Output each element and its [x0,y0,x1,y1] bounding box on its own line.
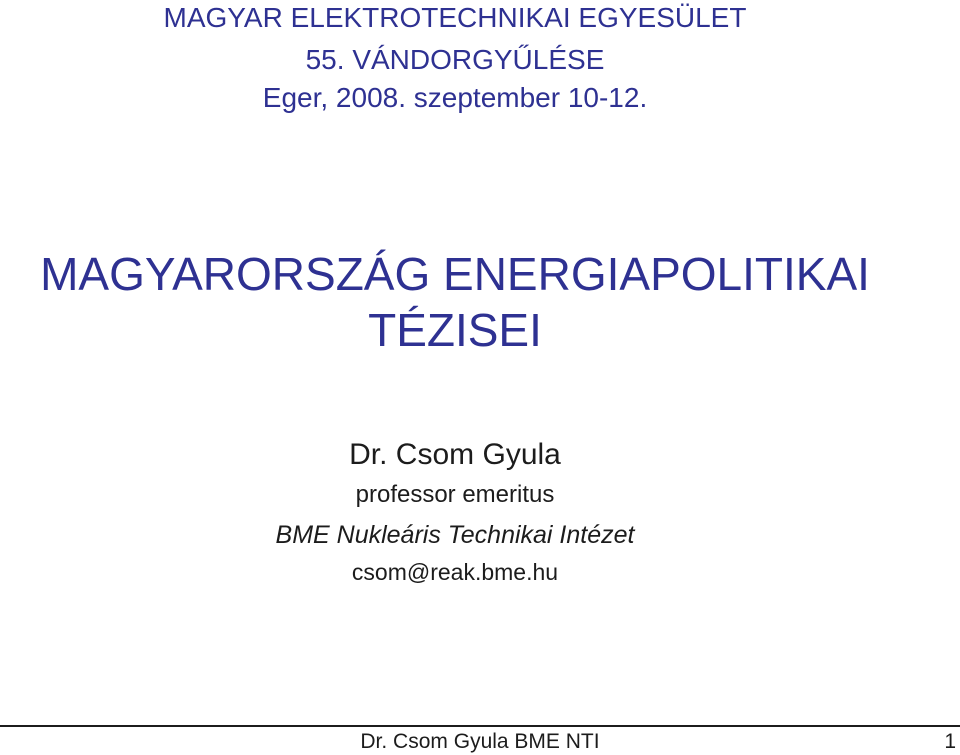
author-email: csom@reak.bme.hu [351,559,559,585]
organization-name: MAGYAR ELEKTROTECHNIKAI EGYESÜLET [163,2,747,33]
author-position: professor emeritus [355,481,555,508]
author-institution: BME Nukleáris Technikai Intézet [275,521,635,549]
event-place-date: Eger, 2008. szeptember 10-12. [262,82,648,113]
author-name: Dr. Csom Gyula [349,438,561,471]
footer-divider [0,725,960,727]
footer-text: Dr. Csom Gyula BME NTI [360,730,600,753]
title-line-1: MAGYARORSZÁG ENERGIAPOLITIKAI [40,248,870,300]
author-block [0,436,910,590]
event-name: 55. VÁNDORGYŰLÉSE [305,44,605,75]
title-line-2: TÉZISEI [368,304,542,356]
presentation-title [0,246,910,358]
page-number: 1 [944,730,956,753]
